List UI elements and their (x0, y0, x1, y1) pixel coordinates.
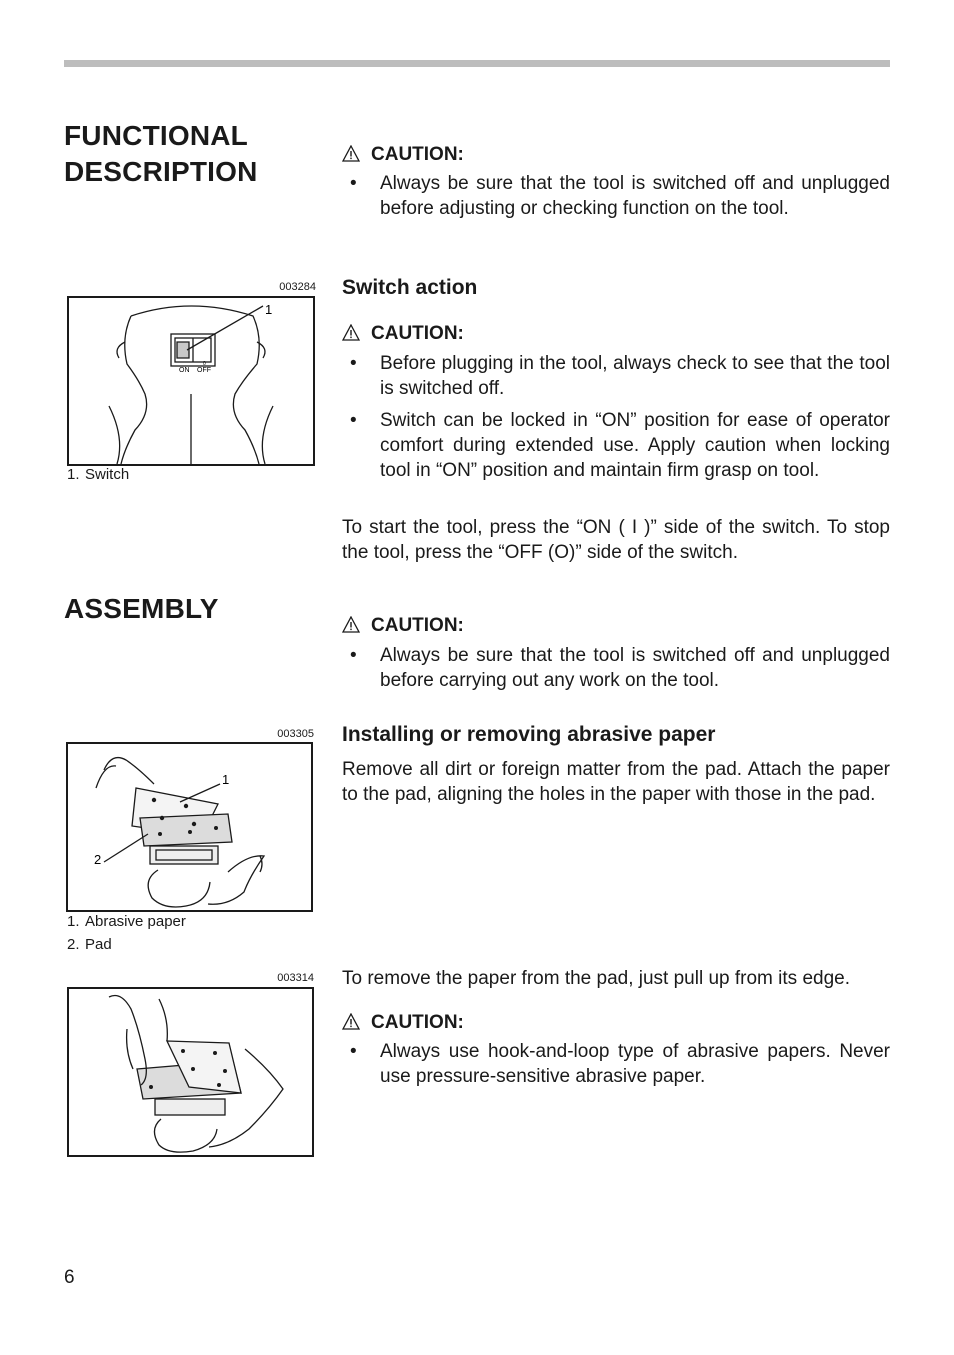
assembly-title: ASSEMBLY (64, 593, 219, 624)
caution-heading: CAUTION: (342, 1011, 464, 1035)
callout-1: 1 (265, 302, 273, 317)
install-paper-diagram (68, 744, 311, 910)
abrasive-paragraph-1: Remove all dirt or foreign matter from the pad. Attach the paper to the pad, aligning the holes in the paper with those in the pad. (342, 759, 890, 805)
caution-list (342, 1039, 890, 1096)
remove-paper-diagram (69, 989, 312, 1155)
caution-item: • Before plugging in the tool, always check to see that the tool is switched off. (342, 351, 890, 401)
caution-item: • Switch can be locked in “ON” position for ease of operator comfort during extended use. Apply caution when locking tool in “ON” position and maintain firm grasp on tool. (342, 408, 890, 483)
legend-item: 1. Abrasive paper (67, 913, 186, 930)
install-paper-illustration (66, 742, 313, 912)
warning-triangle-icon (342, 616, 360, 633)
caution-list (342, 643, 890, 700)
caution-item: • Always be sure that the tool is switched off and unplugged before carrying out any work on the tool. (342, 643, 890, 693)
top-rule (64, 60, 890, 67)
caution-heading: CAUTION: (342, 143, 464, 167)
switch-o-label: 0 (203, 361, 206, 367)
figure-code: 003314 (277, 972, 314, 984)
figure-code: 003284 (279, 281, 316, 293)
title-line-2: DESCRIPTION (64, 156, 258, 187)
abrasive-paragraph-2: To remove the paper from the pad, just pull up from its edge. (342, 968, 850, 989)
switch-off-label: OFF (197, 367, 211, 374)
warning-triangle-icon (342, 145, 360, 162)
page-number: 6 (64, 1267, 75, 1288)
remove-paper-illustration (67, 987, 314, 1157)
switch-on-label: ON (179, 367, 190, 374)
caution-item: • Always use hook-and-loop type of abrasive papers. Never use pressure-sensitive abrasive paper. (342, 1039, 890, 1089)
caution-list (342, 171, 890, 228)
switch-instructions: To start the tool, press the “ON ( I )” side of the switch. To stop the tool, press the “OFF (O)” side of the switch. (342, 517, 890, 563)
title-line-1: FUNCTIONAL (64, 120, 248, 151)
caution-heading: CAUTION: (342, 322, 464, 346)
warning-triangle-icon (342, 1013, 360, 1030)
switch-illustration (67, 296, 315, 466)
figure-legend (67, 910, 186, 956)
figure-legend (67, 463, 129, 486)
switch-action-heading: Switch action (342, 276, 478, 299)
legend-item: 1. Switch (67, 466, 130, 483)
functional-description-title (64, 118, 258, 190)
caution-heading: CAUTION: (342, 614, 464, 638)
abrasive-paper-heading: Installing or removing abrasive paper (342, 723, 716, 746)
caution-item: • Always be sure that the tool is switched off and unplugged before adjusting or checking function on the tool. (342, 171, 890, 221)
warning-triangle-icon (342, 324, 360, 341)
callout-2: 2 (94, 852, 102, 867)
figure-code: 003305 (277, 728, 314, 740)
switch-diagram (69, 298, 313, 464)
callout-1: 1 (222, 772, 230, 787)
caution-list (342, 351, 890, 490)
legend-item: 2. Pad (67, 936, 112, 953)
